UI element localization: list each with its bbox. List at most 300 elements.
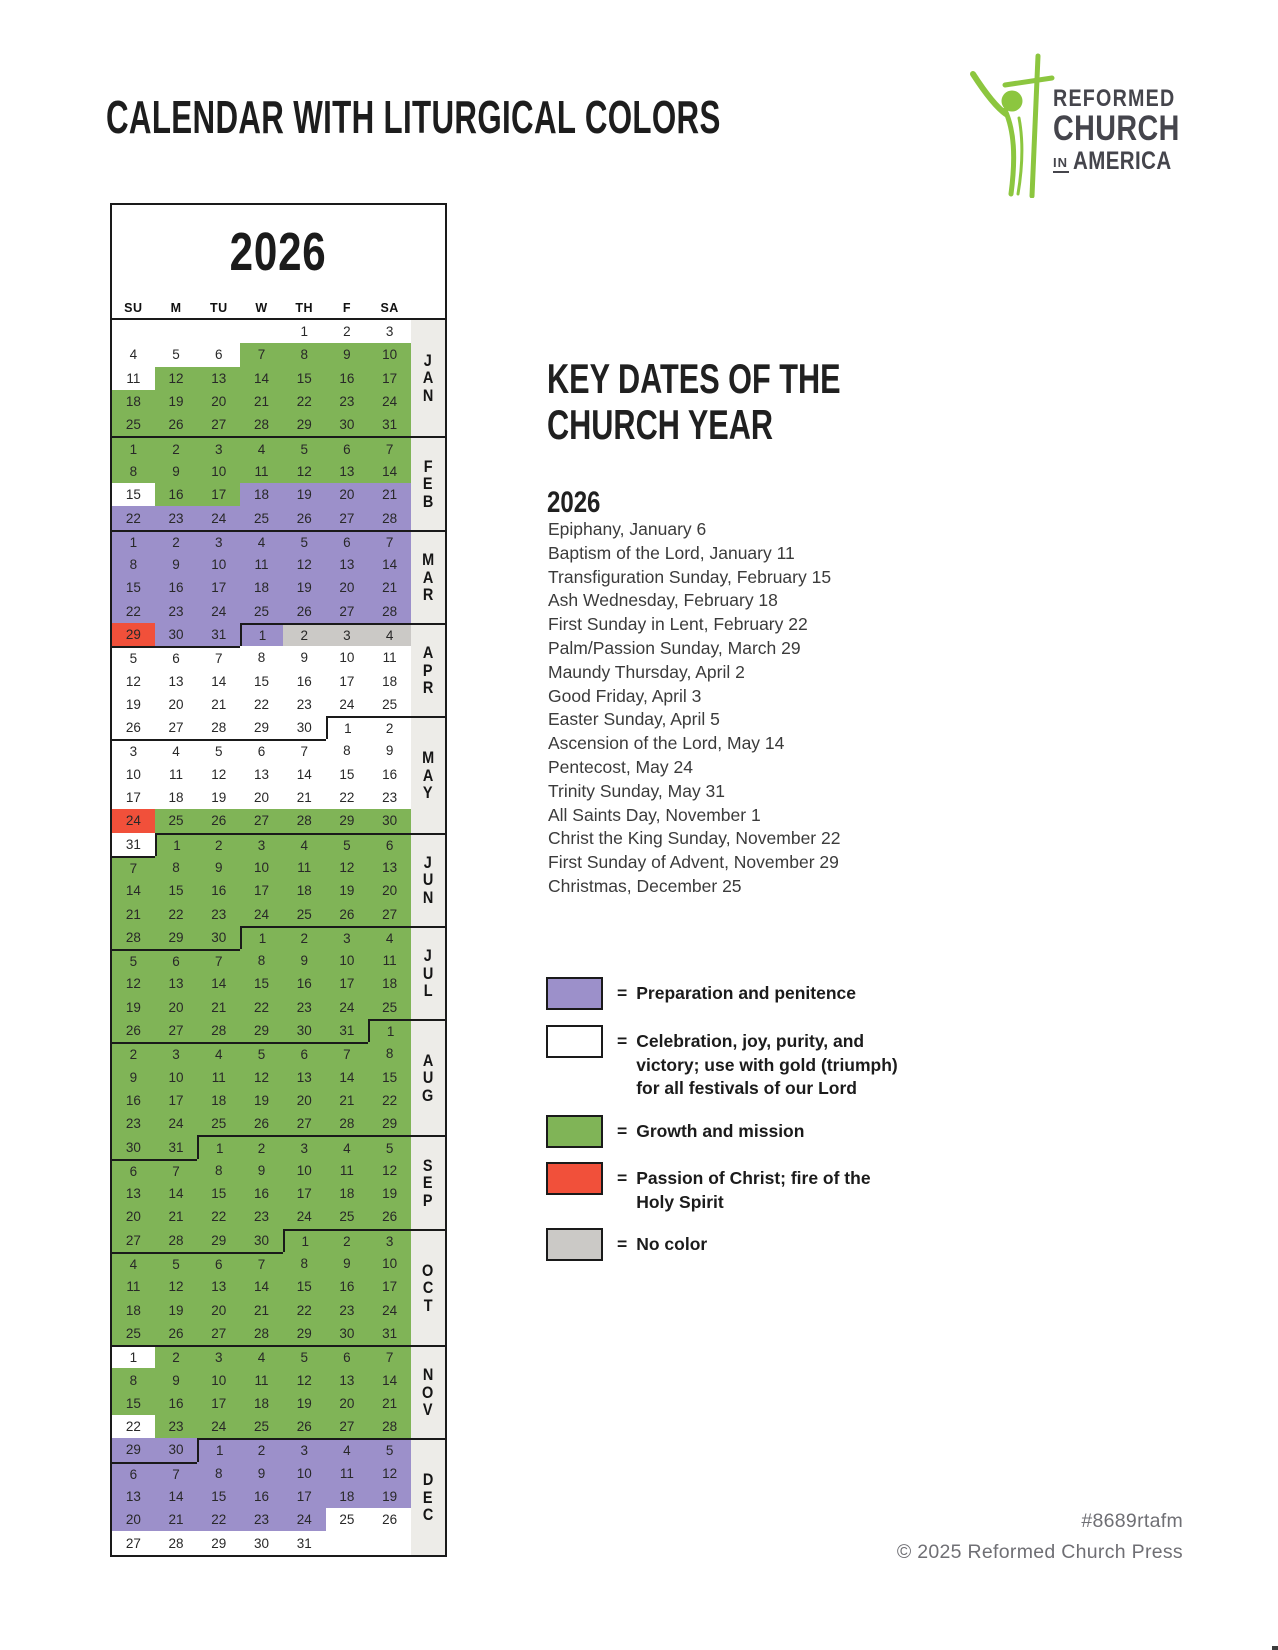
- calendar-day-cell: 24: [283, 1508, 326, 1531]
- calendar-day-cell: 22: [240, 693, 283, 716]
- calendar-day-cell: 5: [368, 1438, 411, 1461]
- calendar-day-cell: 5: [155, 1252, 198, 1275]
- calendar-day-cell: 12: [368, 1462, 411, 1485]
- month-letter: G: [422, 1085, 434, 1105]
- calendar-day-cell: 8: [368, 1042, 411, 1065]
- legend-item-red: [546, 1162, 871, 1214]
- calendar-day-cell: 12: [283, 553, 326, 576]
- calendar-day-cell: 28: [326, 1112, 369, 1135]
- calendar-day-cell: 15: [197, 1485, 240, 1508]
- key-date-item: Easter Sunday, April 5: [548, 709, 720, 730]
- calendar-day-cell: 27: [197, 1322, 240, 1345]
- calendar-day-cell: 13: [240, 763, 283, 786]
- calendar-day-cell: 19: [112, 693, 155, 716]
- calendar-day-cell: 4: [197, 1042, 240, 1065]
- calendar-day-cell: 23: [155, 506, 198, 529]
- calendar-day-cell: 13: [197, 1275, 240, 1298]
- calendar-day-cell: 25: [283, 902, 326, 925]
- calendar-day-cell: 14: [326, 1066, 369, 1089]
- calendar-day-cell: 1: [240, 926, 283, 949]
- calendar-day-cell: 2: [155, 436, 198, 459]
- calendar-day-cell: 18: [155, 786, 198, 809]
- calendar-day-cell: 21: [368, 576, 411, 599]
- calendar-day-cell: 16: [155, 483, 198, 506]
- calendar-day-cell: 21: [326, 1089, 369, 1112]
- calendar-day-cell: 12: [112, 669, 155, 692]
- calendar-day-cell: 10: [326, 646, 369, 669]
- calendar-day-cell: 31: [368, 1322, 411, 1345]
- calendar-day-cell: 28: [240, 1322, 283, 1345]
- calendar-day-cell: 5: [155, 343, 198, 366]
- calendar-day-cell: 31: [155, 1135, 198, 1158]
- calendar-day-cell: 30: [197, 926, 240, 949]
- month-letter: A: [422, 765, 434, 785]
- calendar-day-cell: 11: [112, 367, 155, 390]
- key-dates-heading-line1: KEY DATES OF THE: [547, 355, 841, 402]
- day-header-tu: TU: [209, 301, 228, 315]
- calendar-day-cell: 7: [155, 1462, 198, 1485]
- calendar-day-cell: 5: [197, 739, 240, 762]
- calendar-day-cell: 20: [197, 1298, 240, 1321]
- calendar-day-cell: 16: [197, 879, 240, 902]
- month-letter: U: [422, 963, 434, 983]
- calendar-day-cell: 4: [155, 739, 198, 762]
- calendar-day-cell: 27: [112, 1531, 155, 1554]
- month-letter: L: [423, 981, 433, 1001]
- calendar-day-cell: 2: [326, 320, 369, 343]
- month-letter: A: [422, 1050, 434, 1070]
- calendar-day-cell: 1: [197, 1135, 240, 1158]
- calendar-day-cell: 3: [155, 1042, 198, 1065]
- calendar-day-cell: 13: [326, 460, 369, 483]
- calendar-day-cell: 20: [112, 1508, 155, 1531]
- calendar-day-cell: 24: [368, 390, 411, 413]
- calendar-day-cell: 23: [112, 1112, 155, 1135]
- calendar-day-cell: 8: [326, 739, 369, 762]
- calendar-day-cell: 30: [240, 1531, 283, 1554]
- calendar-day-cell: 29: [326, 809, 369, 832]
- calendar-day-cell: 18: [368, 669, 411, 692]
- calendar-day-cell: 10: [240, 856, 283, 879]
- calendar-day-cell: 9: [155, 460, 198, 483]
- calendar-day-cell: 7: [155, 1159, 198, 1182]
- calendar-day-cell: 14: [197, 972, 240, 995]
- calendar-day-cell: 29: [197, 1531, 240, 1554]
- calendar-day-cell: 7: [368, 1345, 411, 1368]
- calendar-day-cell: 28: [368, 1415, 411, 1438]
- calendar-day-cell: 5: [283, 436, 326, 459]
- calendar-day-cell: 30: [155, 623, 198, 646]
- calendar-day-cell: 27: [197, 413, 240, 436]
- calendar-day-cell: 7: [368, 436, 411, 459]
- month-letter: U: [422, 1068, 434, 1088]
- calendar-day-cell: 7: [368, 530, 411, 553]
- legend-equals-sign: =: [617, 1168, 628, 1188]
- calendar-day-cell: 27: [155, 1019, 198, 1042]
- calendar-day-cell: 9: [197, 856, 240, 879]
- calendar-day-cell: 2: [283, 926, 326, 949]
- legend-label-line: No color: [636, 1234, 708, 1254]
- calendar-day-cell: 28: [368, 600, 411, 623]
- month-letter: U: [422, 870, 434, 890]
- calendar-day-cell: 26: [368, 1205, 411, 1228]
- calendar-day-cell: 20: [112, 1205, 155, 1228]
- calendar-day-cell: 20: [326, 483, 369, 506]
- legend-label-line: Growth and mission: [636, 1121, 805, 1141]
- calendar-day-cell: 1: [283, 1229, 326, 1252]
- calendar-empty-cell: [368, 1531, 411, 1554]
- footer-item-code: #8689rtafm: [1081, 1510, 1183, 1532]
- calendar-day-cell: 20: [240, 786, 283, 809]
- calendar-day-cell: 10: [283, 1159, 326, 1182]
- month-letter: J: [423, 350, 433, 370]
- calendar-day-cell: 15: [283, 1275, 326, 1298]
- calendar-day-cell: 12: [283, 460, 326, 483]
- legend-label-line: Preparation and penitence: [636, 983, 857, 1003]
- calendar-day-cell: 25: [368, 996, 411, 1019]
- calendar-day-cell: 8: [197, 1462, 240, 1485]
- calendar-day-cell: 7: [240, 1252, 283, 1275]
- calendar-day-cell: 29: [283, 1322, 326, 1345]
- calendar-day-cell: 29: [155, 926, 198, 949]
- calendar-day-cell: 26: [197, 809, 240, 832]
- calendar-day-cell: 2: [368, 716, 411, 739]
- calendar-day-cell: 21: [240, 1298, 283, 1321]
- calendar-day-cell: 28: [155, 1229, 198, 1252]
- month-label-dec: [411, 1438, 445, 1554]
- calendar-day-cell: 11: [240, 1368, 283, 1391]
- month-letter: E: [423, 1173, 433, 1193]
- calendar-day-cell: 8: [283, 343, 326, 366]
- calendar-day-cell: 11: [326, 1159, 369, 1182]
- calendar-day-cell: 5: [283, 530, 326, 553]
- calendar-day-cell: 26: [112, 1019, 155, 1042]
- calendar-day-cell: 11: [283, 856, 326, 879]
- calendar-day-cell: 10: [155, 1066, 198, 1089]
- calendar-day-cell: 1: [112, 1345, 155, 1368]
- day-header-m: M: [170, 301, 182, 315]
- legend-label-lines: [636, 1030, 898, 1101]
- calendar-day-cell: 10: [112, 763, 155, 786]
- calendar-day-cell: 9: [368, 739, 411, 762]
- calendar-day-cell: 19: [368, 1485, 411, 1508]
- calendar-day-cell: 20: [155, 996, 198, 1019]
- calendar-day-cell: 2: [240, 1438, 283, 1461]
- month-label-jan: [411, 320, 445, 436]
- month-label-apr: [411, 623, 445, 716]
- month-label-may: [411, 716, 445, 832]
- calendar-day-cell: 3: [197, 1345, 240, 1368]
- calendar-day-cell: 17: [112, 786, 155, 809]
- legend-equals-sign: =: [617, 1031, 628, 1051]
- calendar-day-cell: 25: [240, 506, 283, 529]
- calendar-day-cell: 30: [240, 1229, 283, 1252]
- calendar-day-cell: 13: [155, 669, 198, 692]
- legend-swatch-red: [546, 1162, 603, 1195]
- legend-label: [617, 1120, 804, 1148]
- calendar-day-cell: 4: [240, 436, 283, 459]
- day-header-sa: SA: [380, 301, 399, 315]
- calendar-day-cell: 27: [368, 902, 411, 925]
- calendar-day-cell: 1: [283, 320, 326, 343]
- calendar-day-cell: 8: [283, 1252, 326, 1275]
- calendar-day-cell: 29: [240, 1019, 283, 1042]
- calendar-day-cell: 13: [283, 1066, 326, 1089]
- calendar-day-cell: 30: [368, 809, 411, 832]
- calendar-day-cell: 10: [197, 460, 240, 483]
- calendar-day-cell: 6: [155, 949, 198, 972]
- calendar-day-cell: 4: [283, 833, 326, 856]
- calendar-day-cell: 25: [326, 1508, 369, 1531]
- calendar-day-cell: 31: [112, 833, 155, 856]
- calendar-day-cell: 6: [197, 343, 240, 366]
- month-letter: M: [421, 748, 435, 768]
- calendar-empty-cell: [197, 320, 240, 343]
- calendar-day-cell: 21: [197, 693, 240, 716]
- calendar-day-cell: 7: [326, 1042, 369, 1065]
- month-letter: T: [423, 1295, 433, 1315]
- calendar-day-cell: 11: [240, 553, 283, 576]
- calendar-day-cell: 29: [197, 1229, 240, 1252]
- calendar-day-cell: 11: [326, 1462, 369, 1485]
- calendar-day-cell: 4: [240, 1345, 283, 1368]
- month-letter: N: [422, 385, 434, 405]
- calendar-day-cell: 6: [326, 530, 369, 553]
- calendar-day-cell: 14: [368, 553, 411, 576]
- calendar-day-cell: 13: [368, 856, 411, 879]
- calendar-day-cell: 16: [283, 669, 326, 692]
- calendar-day-cell: 12: [155, 367, 198, 390]
- calendar-day-cell: 22: [240, 996, 283, 1019]
- calendar-day-cell: 9: [155, 553, 198, 576]
- calendar-day-cell: 6: [155, 646, 198, 669]
- calendar-day-cell: 30: [326, 413, 369, 436]
- calendar-day-cell: 17: [155, 1089, 198, 1112]
- month-letter: V: [423, 1400, 433, 1420]
- key-dates-heading: [547, 356, 841, 448]
- key-date-item: Trinity Sunday, May 31: [548, 780, 726, 801]
- calendar-day-cell: 22: [197, 1508, 240, 1531]
- calendar-day-cell: 31: [368, 413, 411, 436]
- month-letter: J: [423, 852, 433, 872]
- calendar-day-cell: 28: [197, 716, 240, 739]
- calendar-day-cell: 2: [112, 1042, 155, 1065]
- calendar-day-cell: 13: [197, 367, 240, 390]
- calendar-day-cell: 24: [368, 1298, 411, 1321]
- calendar-day-cell: 19: [283, 483, 326, 506]
- calendar-day-cell: 26: [326, 902, 369, 925]
- legend-swatch-purple: [546, 977, 603, 1010]
- calendar-day-cell: 21: [155, 1205, 198, 1228]
- calendar-day-cell: 3: [197, 436, 240, 459]
- day-header-th: TH: [295, 301, 314, 315]
- calendar-day-cell: 9: [326, 1252, 369, 1275]
- calendar-day-cell: 18: [112, 1298, 155, 1321]
- calendar-day-cell: 11: [368, 646, 411, 669]
- calendar-day-cell: 18: [240, 576, 283, 599]
- calendar-day-cell: 17: [197, 483, 240, 506]
- logo-in-america: [1053, 149, 1208, 173]
- key-date-item: Epiphany, January 6: [548, 519, 707, 539]
- legend-label-lines: [636, 1120, 804, 1148]
- key-date-item: First Sunday in Lent, February 22: [548, 614, 808, 635]
- calendar-day-cell: 26: [283, 1415, 326, 1438]
- month-letter: D: [422, 1470, 434, 1490]
- calendar-day-cell: 19: [155, 390, 198, 413]
- calendar-day-cell: 5: [368, 1135, 411, 1158]
- calendar-day-cell: 16: [155, 1392, 198, 1415]
- calendar-day-cell: 18: [368, 972, 411, 995]
- calendar-day-cell: 12: [155, 1275, 198, 1298]
- calendar-day-cell: 6: [326, 436, 369, 459]
- calendar-day-cell: 19: [283, 1392, 326, 1415]
- calendar-day-cell: 22: [283, 1298, 326, 1321]
- legend-swatch-gray: [546, 1228, 603, 1261]
- calendar-empty-cell: [112, 320, 155, 343]
- month-label-feb: [411, 436, 445, 529]
- calendar-day-cell: 3: [240, 833, 283, 856]
- key-dates-year: 2026: [547, 486, 601, 519]
- calendar-day-cell: 8: [112, 553, 155, 576]
- calendar-day-cell: 30: [283, 1019, 326, 1042]
- calendar-day-cell: 23: [240, 1508, 283, 1531]
- calendar-day-cell: 10: [326, 949, 369, 972]
- calendar-day-cell: 17: [283, 1485, 326, 1508]
- calendar-day-cell: 15: [326, 763, 369, 786]
- legend-label-line: victory; use with gold (triumph): [636, 1054, 898, 1075]
- calendar-day-cell: 7: [197, 949, 240, 972]
- key-date-item: Ash Wednesday, February 18: [548, 590, 778, 611]
- calendar-day-cell: 15: [283, 367, 326, 390]
- legend-label-line: for all festivals of our Lord: [636, 1078, 857, 1098]
- calendar-day-cell: 1: [368, 1019, 411, 1042]
- calendar-grid: [112, 320, 445, 1555]
- calendar-day-cell: 5: [326, 833, 369, 856]
- calendar-day-cell: 3: [368, 320, 411, 343]
- calendar-day-cell: 13: [326, 1368, 369, 1391]
- legend-swatch-green: [546, 1115, 603, 1148]
- calendar-day-cell: 24: [197, 600, 240, 623]
- month-letter: O: [422, 1260, 434, 1280]
- calendar-day-cell: 28: [283, 809, 326, 832]
- calendar-day-cell: 9: [240, 1462, 283, 1485]
- legend-equals-sign: =: [617, 983, 628, 1003]
- calendar-day-cell: 25: [112, 413, 155, 436]
- calendar-day-cell: 13: [112, 1485, 155, 1508]
- calendar-day-cell: 11: [368, 949, 411, 972]
- calendar-day-cell: 27: [283, 1112, 326, 1135]
- calendar-day-cell: 22: [326, 786, 369, 809]
- month-letter: N: [422, 1365, 434, 1385]
- calendar-day-cell: 8: [240, 949, 283, 972]
- calendar-day-cell: 10: [283, 1462, 326, 1485]
- day-header-f: F: [342, 301, 351, 315]
- logo-in: IN: [1053, 155, 1069, 173]
- calendar-day-cell: 6: [240, 739, 283, 762]
- calendar-day-cell: 17: [197, 576, 240, 599]
- calendar-day-cell: 17: [368, 1275, 411, 1298]
- day-header-su: SU: [124, 301, 143, 315]
- calendar-day-cell: 23: [283, 693, 326, 716]
- legend-equals-sign: =: [617, 1121, 628, 1141]
- calendar-day-cell: 30: [283, 716, 326, 739]
- day-header-spacer: [411, 298, 445, 318]
- calendar-day-cell: 25: [368, 693, 411, 716]
- calendar-day-cell: 18: [326, 1485, 369, 1508]
- calendar-day-cell: 22: [155, 902, 198, 925]
- calendar-year-header: [112, 205, 445, 298]
- key-dates-heading-line2: CHURCH YEAR: [547, 401, 774, 448]
- legend-item-white: [546, 1025, 898, 1101]
- calendar-empty-cell: [240, 320, 283, 343]
- month-letter: S: [423, 1155, 433, 1175]
- month-letter: R: [422, 585, 434, 605]
- calendar-day-cell: 24: [197, 506, 240, 529]
- calendar-day-cell: 24: [112, 809, 155, 832]
- calendar-day-cell: 8: [112, 460, 155, 483]
- calendar-day-cell: 28: [368, 506, 411, 529]
- calendar-day-cell: 19: [197, 786, 240, 809]
- calendar-day-cell: 10: [368, 1252, 411, 1275]
- calendar-day-cell: 22: [112, 600, 155, 623]
- month-letter: F: [423, 456, 433, 476]
- calendar-day-cell: 26: [283, 600, 326, 623]
- calendar-day-cell: 21: [368, 483, 411, 506]
- calendar-day-cell: 20: [368, 879, 411, 902]
- rca-logo: [953, 48, 1193, 198]
- calendar-day-cell: 22: [112, 506, 155, 529]
- calendar-day-cell: 3: [112, 739, 155, 762]
- calendar-day-cell: 15: [112, 576, 155, 599]
- month-label-nov: [411, 1345, 445, 1438]
- calendar-day-cell: 25: [240, 1415, 283, 1438]
- logo-reformed: REFORMED: [1053, 85, 1176, 112]
- calendar-day-cell: 19: [283, 576, 326, 599]
- key-date-item: First Sunday of Advent, November 29: [548, 852, 839, 873]
- calendar-day-cell: 7: [240, 343, 283, 366]
- key-date-item: Christmas, December 25: [548, 875, 742, 896]
- calendar-day-cell: 1: [326, 716, 369, 739]
- month-letter: M: [421, 550, 435, 570]
- month-letter: E: [423, 474, 433, 494]
- calendar-day-cell: 6: [326, 1345, 369, 1368]
- legend-label: [617, 982, 856, 1010]
- month-letter: A: [422, 643, 434, 663]
- month-letter: R: [422, 678, 434, 698]
- day-header-w: W: [255, 301, 268, 315]
- calendar-day-cell: 26: [112, 716, 155, 739]
- legend-label-lines: [636, 982, 856, 1010]
- calendar-day-cell: 17: [240, 879, 283, 902]
- calendar-day-cell: 2: [155, 530, 198, 553]
- calendar-day-cell: 26: [155, 413, 198, 436]
- month-letter: C: [422, 1505, 434, 1525]
- calendar-day-cell: 1: [112, 530, 155, 553]
- calendar-day-cell: 8: [155, 856, 198, 879]
- calendar-day-cell: 22: [283, 390, 326, 413]
- calendar-day-cell: 16: [240, 1182, 283, 1205]
- month-label-jun: [411, 833, 445, 926]
- calendar-day-cell: 11: [155, 763, 198, 786]
- calendar-day-cell: 22: [112, 1415, 155, 1438]
- calendar-day-cell: 6: [112, 1159, 155, 1182]
- key-date-item: Pentecost, May 24: [548, 756, 693, 777]
- month-letter: J: [423, 946, 433, 966]
- month-label-mar: [411, 530, 445, 623]
- calendar-day-cell: 14: [283, 763, 326, 786]
- calendar-day-cell: 12: [197, 763, 240, 786]
- calendar-day-cell: 14: [240, 367, 283, 390]
